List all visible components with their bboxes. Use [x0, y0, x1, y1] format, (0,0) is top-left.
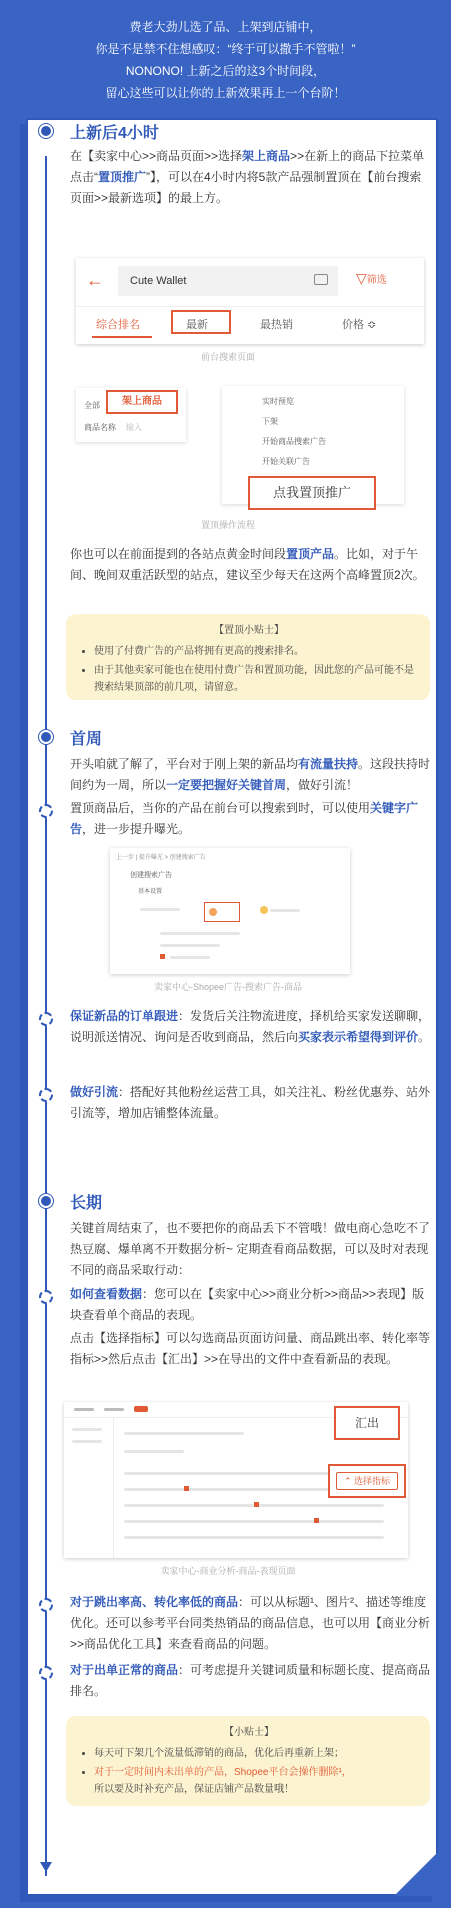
highlight-boost: 置顶推广	[98, 170, 147, 184]
active-tab-underline	[92, 336, 152, 338]
placeholder-line	[72, 1440, 102, 1443]
caption-analytics: 卖家中心-商业分析-商品-表现页面	[160, 1566, 296, 1576]
funnel-icon: ▽	[356, 270, 367, 286]
search-ads-screenshot	[110, 848, 350, 974]
menu-item-delist[interactable]: 下架	[262, 417, 278, 426]
placeholder-line	[170, 956, 210, 959]
tip-item: • 每天可下架几个流量低滞销的商品，优化后再重新上架；	[94, 1745, 418, 1762]
filter-button[interactable]	[356, 270, 387, 287]
search-input[interactable]: Cute Wallet	[118, 266, 338, 296]
intro-line-1: 费老大劲儿选了品、上架到店铺中，	[129, 20, 322, 34]
section-3-para-5	[70, 1660, 432, 1702]
timeline-dot-section-1	[39, 124, 53, 138]
placeholder-line	[124, 1450, 184, 1453]
highlight-traffic-drive: 做好引流	[70, 1085, 119, 1099]
placeholder-line	[270, 909, 300, 912]
section-2-para-3	[70, 1006, 432, 1048]
placeholder-line	[104, 1408, 124, 1411]
ad-type-icon	[260, 906, 268, 914]
red-marker	[160, 954, 165, 959]
caption-boost-flow: 置顶操作流程	[200, 520, 255, 530]
placeholder-line	[160, 944, 220, 947]
text: ，进一步提升曝光。	[82, 822, 191, 836]
section-1-title: 上新后4小时	[70, 125, 159, 142]
timeline-subdot	[39, 804, 53, 818]
intro-line-3: NONONO! 上新之后的这3个时间段，	[125, 64, 326, 78]
sort-tabs	[76, 306, 424, 340]
text: ：您可以在【卖家中心>>商业分析>>商品>>表现】版块查看单个商品的表现。	[70, 1287, 425, 1322]
metric-select-button[interactable]	[328, 1464, 406, 1498]
section-1-para-1	[70, 146, 432, 209]
badge	[134, 1406, 148, 1412]
tip-list	[80, 643, 418, 696]
long-term-tips-box	[66, 1716, 430, 1806]
placeholder-line	[160, 932, 240, 935]
content-card	[26, 118, 438, 1896]
text: >>在新上的商品下拉菜单点击“	[70, 149, 425, 184]
onshelf-highlight-button[interactable]: 架上商品	[106, 390, 178, 414]
text: ，做好引流！	[286, 778, 359, 792]
placeholder-line	[72, 1428, 102, 1431]
highlight-view-data: 如何查看数据	[70, 1287, 143, 1301]
back-arrow-icon[interactable]: ←	[86, 270, 104, 290]
text: 。比如，对于午间、晚间双重活跃型的站点，建议至少每天在这两个高峰置顶2次。	[70, 547, 425, 582]
caption-search-ads: 卖家中心-Shopee广告-搜索广告-商品	[153, 982, 303, 992]
metric-label: 选择指标	[354, 1476, 391, 1486]
search-page-screenshot	[76, 258, 424, 344]
tab-price[interactable]: 价格 ≎	[342, 319, 377, 331]
product-name-label: 商品名称	[84, 423, 116, 432]
section-3-title: 长期	[70, 1195, 103, 1212]
tab-top-sales[interactable]: 最热销	[260, 319, 293, 331]
intro-line-2: 你是不是禁不住想感叹：“终于可以撒手不管啦！”	[95, 42, 356, 56]
tab-latest[interactable]: 最新	[186, 319, 208, 331]
text: 你也可以在前面提到的各站点黄金时间段	[70, 547, 287, 561]
text: 在【卖家中心>>商品页面>>选择	[70, 149, 243, 163]
highlight-keyword-ads: 关键字广告	[70, 801, 419, 836]
intro-text	[0, 0, 451, 126]
tip-warning-text: 对于一定时间内未出单的产品，Shopee平台会操作删除¹，	[94, 1767, 352, 1778]
section-2-para-2	[70, 798, 432, 840]
shot-title: 创建搜索广告	[130, 872, 172, 879]
highlight-first-week: 一定要把握好关键首周	[166, 778, 287, 792]
section-3-para-4	[70, 1592, 432, 1655]
placeholder-line	[140, 908, 180, 911]
placeholder-line	[124, 1432, 244, 1435]
red-marker	[184, 1486, 189, 1491]
caption-search-page: 前台搜索页面	[200, 352, 255, 362]
section-3-para-1: 关键首周结束了，也不要把你的商品丢下不管哦！做电商心急吃不了热豆腐、爆单离不开数据分析~ 定期查看商品数据，可以及时对表现不同的商品采取行动：	[70, 1221, 431, 1277]
tip-text: 所以要及时补充产品，保证店铺产品数量哦！	[94, 1784, 294, 1795]
tip-item	[94, 1764, 418, 1798]
text: 开头咱就了解了，平台对于刚上架的新品均	[70, 757, 299, 771]
timeline-subdot	[39, 1088, 53, 1102]
metric-select-inner	[336, 1472, 398, 1490]
tip-title: 【置顶小贴士】	[214, 625, 284, 636]
section-2-para-1	[70, 754, 432, 796]
text: ：搭配好其他粉丝运营工具，如关注礼、粉丝优惠券、站外引流等，增加店铺整体流量。	[70, 1085, 431, 1120]
shot-subtitle: 基本设置	[138, 889, 163, 895]
tip-list	[80, 1745, 418, 1798]
boost-button[interactable]: 点我置顶推广	[248, 476, 376, 510]
timeline-arrow-icon	[40, 1862, 52, 1872]
section-3-para-3: 点击【选择指标】可以勾选商品页面访问量、商品跳出率、转化率等指标>>然后点击【汇出】>>在导出的文件中查看新品的表现。	[70, 1331, 431, 1366]
shot-breadcrumb: 上一步 | 提升曝光 > 创建搜索广告	[116, 855, 206, 861]
text: ”】，可以在4小时内将5款产品强制置顶在【前台搜索页面>>最新选项】的最上方。	[70, 170, 422, 205]
highlight-box-latest	[171, 310, 231, 334]
tip-item: • 由于其他卖家可能也在使用付费广告和置顶功能，因此您的产品可能不是搜索结果顶部的前几项，请留意。	[94, 662, 418, 696]
ad-type-highlight	[204, 902, 240, 922]
highlight-traffic: 有流量扶持	[298, 757, 359, 771]
timeline-dot-section-3	[39, 1194, 53, 1208]
ad-type-icon	[209, 908, 217, 916]
section-2-title: 首周	[70, 731, 103, 748]
highlight-boost-product: 置顶产品	[286, 547, 335, 561]
timeline-subdot	[39, 1666, 53, 1680]
red-marker	[314, 1518, 319, 1523]
menu-item-related-ad[interactable]: 开始关联广告	[262, 457, 310, 466]
filter-all-label: 全部	[84, 401, 100, 410]
highlight-high-bounce: 对于跳出率高、转化率低的商品	[70, 1595, 239, 1609]
timeline-subdot	[39, 1598, 53, 1612]
red-marker	[254, 1502, 259, 1507]
tab-relevance[interactable]: 综合排名	[96, 319, 140, 331]
tip-item: • 使用了付费广告的产品将拥有更高的搜索排名。	[94, 643, 418, 660]
menu-item-search-ad[interactable]: 开始商品搜索广告	[262, 437, 326, 446]
section-3-para-2	[70, 1284, 432, 1326]
filter-label: 筛选	[366, 275, 387, 286]
timeline-subdot	[39, 1012, 53, 1026]
placeholder-line	[124, 1536, 384, 1539]
text: 置顶商品后，当你的产品在前台可以搜索到时，可以使用	[70, 801, 371, 815]
highlight-ask-review: 买家表示希望得到评价	[298, 1030, 419, 1044]
placeholder-line	[124, 1520, 384, 1523]
intro-line-4: 留心这些可以让你的上新效果再上一个台阶！	[105, 86, 346, 100]
chevron-up-icon: ⌃	[343, 1476, 352, 1486]
camera-icon[interactable]	[314, 274, 328, 285]
divider	[76, 306, 424, 307]
export-button[interactable]: 汇出	[334, 1406, 400, 1440]
section-2-para-4	[70, 1082, 432, 1124]
timeline-dot-section-2	[39, 730, 53, 744]
timeline-subdot	[39, 1290, 53, 1304]
text: ：可考虑提升关键词质量和标题长度、提高商品排名。	[70, 1663, 431, 1698]
highlight-order-followup: 保证新品的订单跟进	[70, 1009, 179, 1023]
highlight-onshelf: 架上商品	[242, 149, 291, 163]
menu-item-preview[interactable]: 实时预览	[262, 397, 294, 406]
input-placeholder: 输入	[126, 423, 142, 432]
shot-sidebar	[64, 1418, 114, 1558]
section-1-para-2	[70, 544, 432, 586]
highlight-normal-orders: 对于出单正常的商品	[70, 1663, 179, 1677]
tip-title: 【小贴士】	[224, 1727, 274, 1738]
boost-tips-box	[66, 614, 430, 700]
text: 。这段扶持时间约为一周，所以	[70, 757, 431, 792]
text: 。	[418, 1030, 431, 1044]
text: ：发货后关注物流进度，择机给买家发送聊聊，说明派送情况、询问是否收到商品，然后向	[70, 1009, 431, 1044]
placeholder-line	[74, 1408, 94, 1411]
text: ：可以从标题¹、图片²、描述等维度优化。还可以参考平台同类热销品的商品信息，也可以用【商业分析>>商品优化工具】来查看商品的问题。	[70, 1595, 431, 1651]
